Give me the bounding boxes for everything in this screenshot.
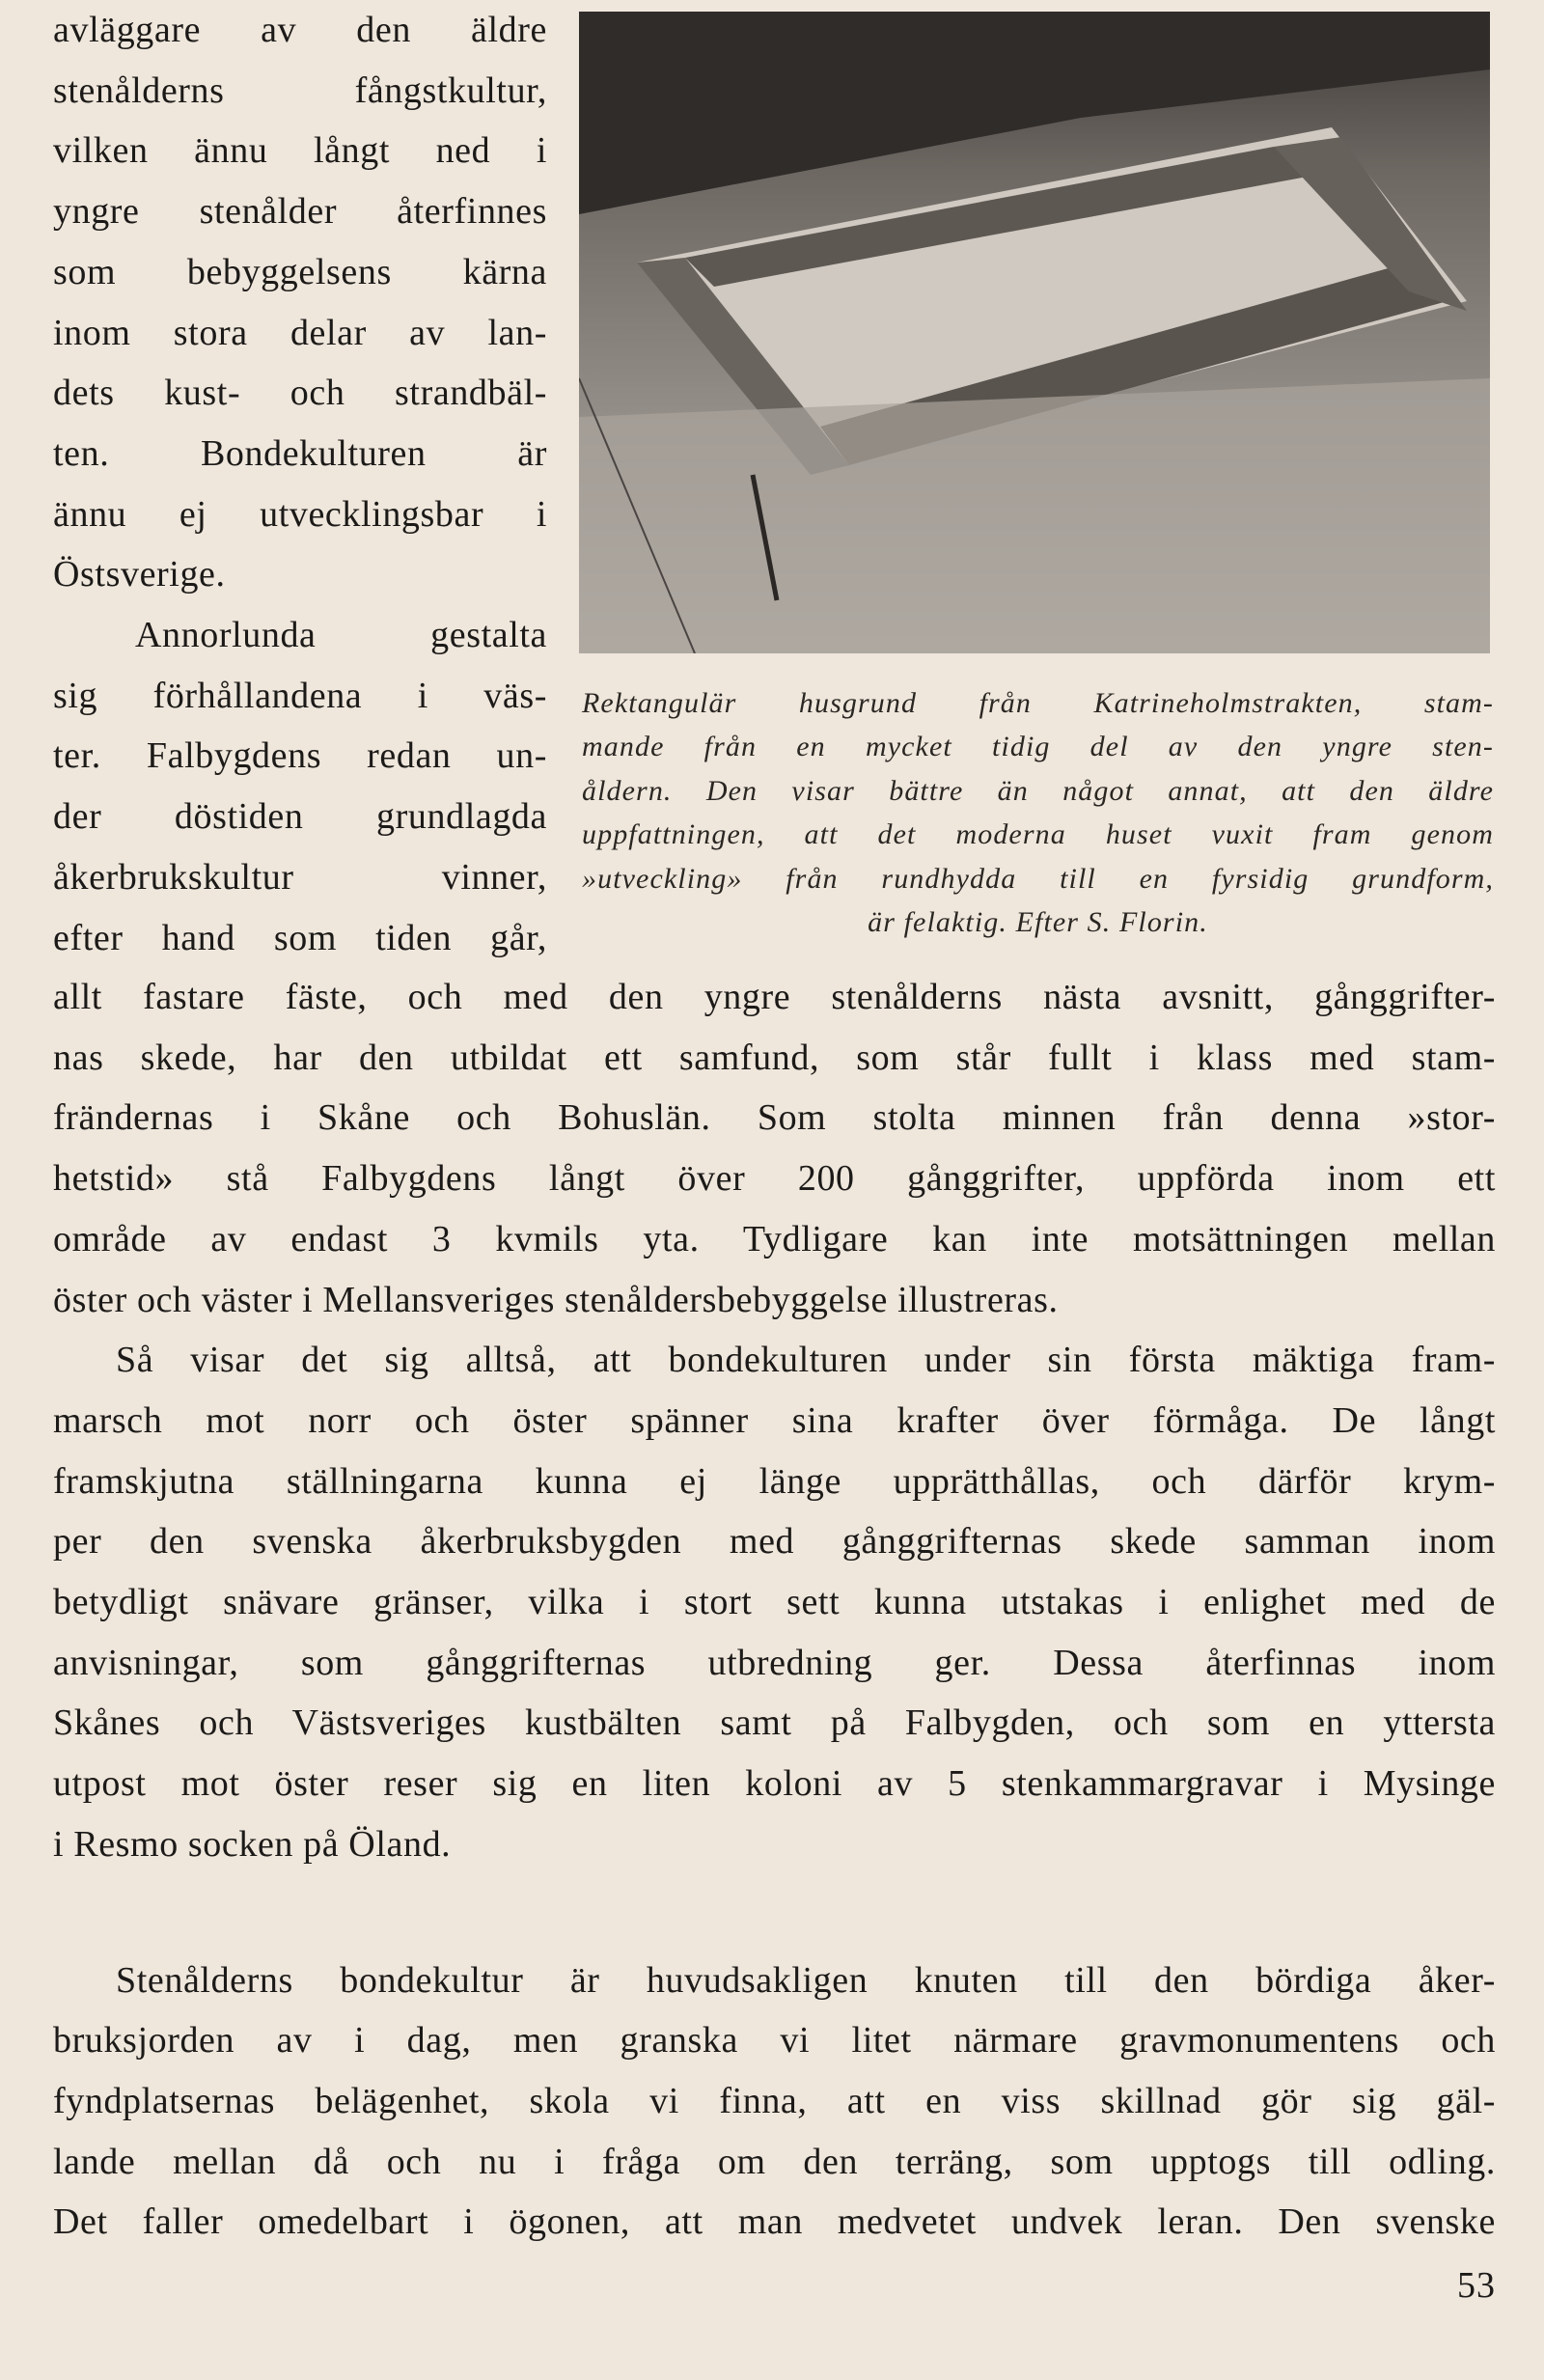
text-line: Det faller omedelbart i ögonen, att man medvetet undvek leran. Den svenske [53,2201,1496,2243]
text-line: Annorlunda gestalta [135,615,547,656]
text-line: Östsverige. [53,554,226,595]
house-foundation-photo [579,12,1490,653]
caption-line: är felaktig. Efter S. Florin. [868,906,1208,939]
text-line: allt fastare fäste, och med den yngre stenålderns nästa avsnitt, gånggrifter- [53,977,1496,1017]
body-text [53,967,1496,2253]
text-line: ten. Bondekulturen är [53,432,547,474]
text-line: i Resmo socken på Öland. [53,1823,452,1865]
caption-line: »utveckling» från rundhydda till en fyrsidig grundform, [582,862,1494,895]
caption-line: Rektangulär husgrund från Katrineholmstrakten, stam- [582,687,1494,719]
text-line: frändernas i Skåne och Bohuslän. Som stolta minnen från denna »stor- [53,1097,1496,1139]
text-line: Så visar det sig alltså, att bondekulturen under sin första mäktiga fram- [116,1340,1496,1381]
caption-line: åldern. Den visar bättre än något annat, att den äldre [582,774,1494,807]
text-line: anvisningar, som gånggrifternas utbredning ger. Dessa återfinnas inom [53,1642,1496,1683]
text-line: åkerbrukskultur vinner, [53,856,547,898]
text-line: öster och väster i Mellansveriges stenåldersbebyggelse illustreras. [53,1279,1059,1320]
text-line: nas skede, har den utbildat ett samfund, som står fullt i klass med stam- [53,1037,1496,1078]
text-line: ter. Falbygdens redan un- [53,735,547,777]
text-line: som bebyggelsens kärna [53,251,547,292]
text-line: avläggare av den äldre [53,10,547,50]
text-line: Skånes och Västsveriges kustbälten samt på Falbygden, och som en yttersta [53,1702,1496,1744]
photo-illustration [579,12,1490,653]
text-line: stenålderns fångstkultur, [53,69,547,111]
section-gap [53,1875,1496,1951]
text-line: utpost mot öster reser sig en liten koloni av 5 stenkammargravar i Mysinge [53,1763,1496,1805]
text-line: dets kust- och strandbäl- [53,373,547,414]
caption-line: mande från en mycket tidig del av den yngre sten- [582,731,1494,763]
left-column-text [53,0,547,968]
text-line: bruksjorden av i dag, men granska vi litet närmare gravmonumentens och [53,2020,1496,2062]
text-line: område av endast 3 kvmils yta. Tydligare kan inte motsättningen mellan [53,1218,1496,1259]
text-line: yngre stenålder återfinnes [53,191,547,233]
text-line: per den svenska åkerbruksbygden med gånggrifternas skede samman inom [53,1521,1496,1563]
page-number: 53 [1457,2265,1496,2306]
text-line: lande mellan då och nu i fråga om den terräng, som upptogs till odling. [53,2141,1496,2182]
figure-caption [582,681,1494,944]
text-line: marsch mot norr och öster spänner sina krafter över förmåga. De långt [53,1399,1496,1441]
text-line: sig förhållandena i väs- [53,675,547,716]
text-line: Stenålderns bondekultur är huvudsakligen knuten till den bördiga åker- [116,1959,1496,2001]
text-line: hetstid» stå Falbygdens långt över 200 gånggrifter, uppförda inom ett [53,1158,1496,1200]
text-line: efter hand som tiden går, [53,917,547,958]
text-line: betydligt snävare gränser, vilka i stort sett kunna utstakas i enlighet med de [53,1582,1496,1623]
text-line: fyndplatsernas belägenhet, skola vi finna, att en viss skillnad gör sig gäl- [53,2080,1496,2121]
text-line: framskjutna ställningarna kunna ej länge upprätthållas, och därför krym- [53,1460,1496,1502]
caption-line: uppfattningen, att det moderna huset vuxit fram genom [582,818,1494,851]
text-line: vilken ännu långt ned i [53,130,547,172]
text-line: inom stora delar av lan- [53,312,547,353]
text-line: der döstiden grundlagda [53,796,547,838]
text-line: ännu ej utvecklingsbar i [53,493,547,535]
